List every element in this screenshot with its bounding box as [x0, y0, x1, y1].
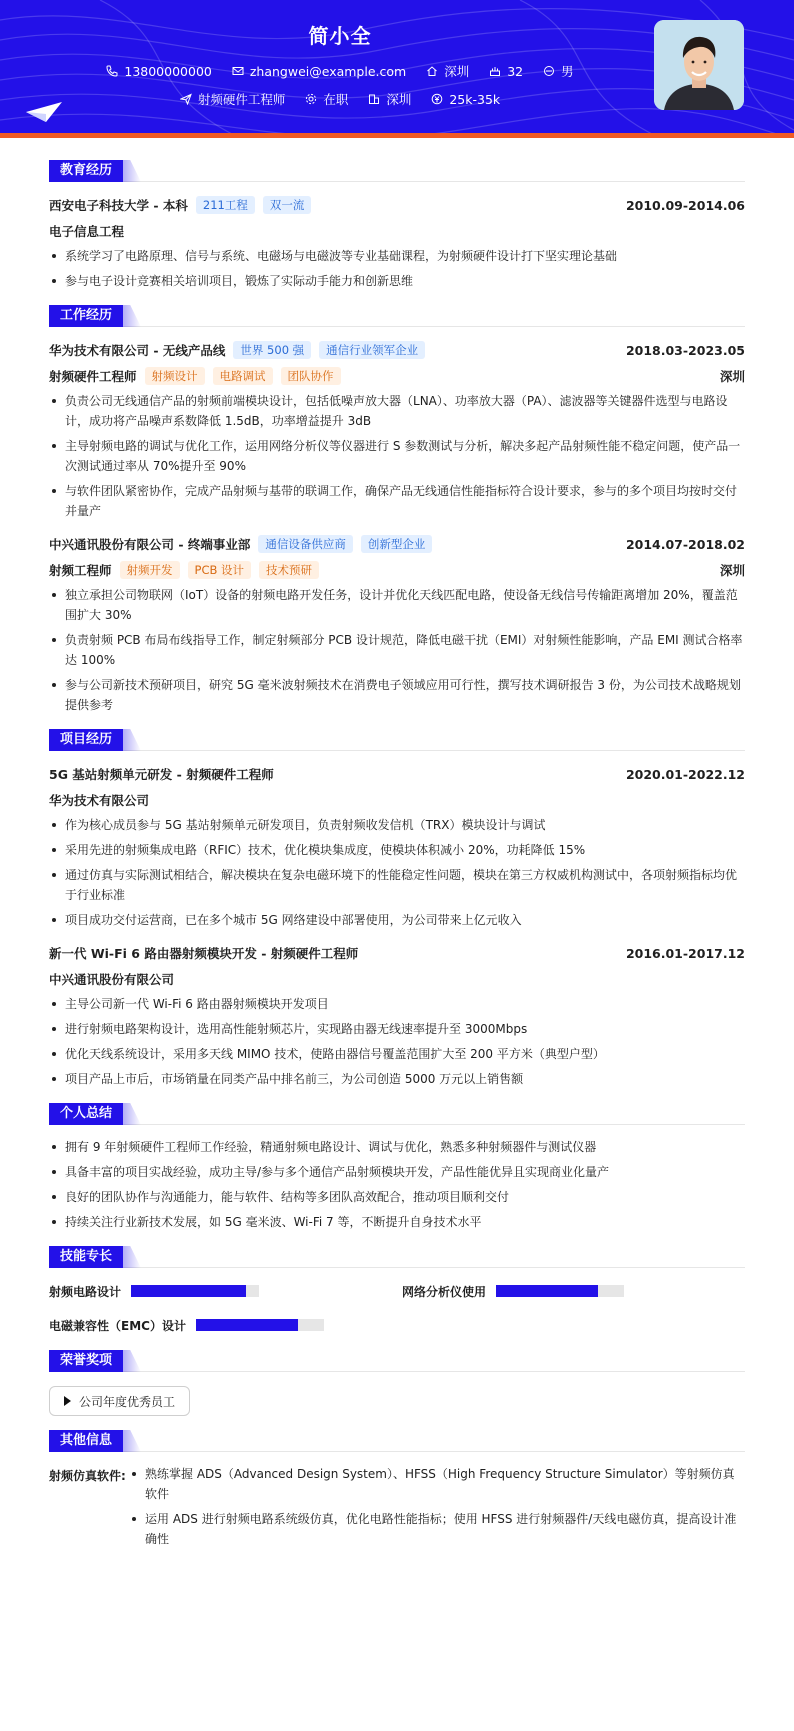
list-item: 优化天线系统设计，采用多天线 MIMO 技术，使路由器信号覆盖范围扩大至 200 平方米（典型户型）	[49, 1044, 745, 1064]
job-info	[180, 90, 286, 108]
education-header-row	[49, 194, 745, 216]
target-city-info	[368, 90, 411, 108]
projects-heading-block	[49, 729, 745, 751]
salary-info	[431, 92, 500, 107]
list-item: 作为核心成员参与 5G 基站射频单元研发项目，负责射频收发信机（TRX）模块设计与调试	[49, 815, 745, 835]
list-item: 通过仿真与实际测试相结合，解决模块在复杂电磁环境下的性能稳定性问题，模块在第三方权威机构测试中，各项射频指标均优于行业标准	[49, 865, 745, 905]
skill-level-bar	[196, 1319, 324, 1331]
company-name: 华为技术有限公司 - 无线产品线	[49, 343, 226, 358]
skills-section	[49, 1246, 745, 1336]
mail-icon	[232, 65, 244, 77]
project-bullets	[49, 994, 745, 1089]
resume-header	[0, 0, 794, 138]
list-item: 熟练掌握 ADS（Advanced Design System）、HFSS（High Frequency Structure Simulator）等射频仿真软件	[129, 1464, 745, 1504]
project-company: 华为技术有限公司	[49, 793, 150, 808]
contact-row-primary	[0, 62, 680, 80]
project-title-group	[49, 765, 274, 783]
gender-value: 男	[561, 64, 574, 79]
summary-section	[49, 1103, 745, 1232]
email-info	[232, 64, 406, 79]
education-entry	[49, 194, 745, 291]
contact-row-secondary	[0, 90, 680, 108]
resume-content	[49, 160, 745, 1568]
work-city: 深圳	[719, 369, 745, 384]
project-entry	[49, 942, 745, 1089]
list-item: 独立承担公司物联网（IoT）设备的射频电路开发任务，设计并优化天线匹配电路，使设备无线信号传输距离增加 20%，覆盖范围扩大 30%	[49, 585, 745, 625]
project-title-group	[49, 944, 358, 962]
project-header-row	[49, 763, 745, 785]
project-bullets	[49, 815, 745, 930]
skill-name: 电磁兼容性（EMC）设计	[49, 1318, 186, 1333]
education-bullets	[49, 246, 745, 291]
project-company: 中兴通讯股份有限公司	[49, 972, 175, 987]
project-company-row	[49, 789, 745, 811]
section-divider	[49, 1451, 745, 1452]
list-item: 主导公司新一代 Wi-Fi 6 路由器射频模块开发项目	[49, 994, 745, 1014]
work-date: 2014.07-2018.02	[625, 536, 745, 552]
list-item: 运用 ADS 进行射频电路系统级仿真，优化电路性能指标；使用 HFSS 进行射频器件/天线电磁仿真，提高设计准确性	[129, 1509, 745, 1549]
work-entry	[49, 339, 745, 521]
list-item: 进行射频电路架构设计，选用高性能射频芯片，实现路由器无线速率提升至 3000Mbps	[49, 1019, 745, 1039]
section-divider	[49, 1124, 745, 1125]
section-divider	[49, 1371, 745, 1372]
list-item: 负责射频 PCB 布局布线指导工作，制定射频部分 PCB 设计规范，降低电磁干扰（EMI）对射频性能影响，产品 EMI 测试合格率达 100%	[49, 630, 745, 670]
status-info	[305, 90, 348, 108]
summary-bullets	[49, 1137, 745, 1232]
age-info	[489, 64, 523, 79]
skill-name: 射频电路设计	[49, 1284, 122, 1299]
school-tag: 211工程	[196, 196, 255, 214]
company-name: 中兴通讯股份有限公司 - 终端事业部	[49, 537, 251, 552]
skill-tag: 电路调试	[213, 367, 273, 385]
home-icon	[426, 65, 438, 77]
section-title: 个人总结	[49, 1103, 123, 1125]
play-triangle-icon	[64, 1396, 71, 1406]
work-role-group	[49, 561, 319, 579]
header-accent-stripe	[0, 133, 794, 138]
phone-info	[106, 64, 211, 79]
section-title: 技能专长	[49, 1246, 123, 1268]
project-title: 5G 基站射频单元研发 - 射频硬件工程师	[49, 767, 274, 782]
salary-value: 25k-35k	[449, 91, 501, 107]
company-tag: 通信行业领军企业	[319, 341, 425, 359]
list-item: 项目产品上市后，市场销量在同类产品中排名前三，为公司创造 5000 万元以上销售额	[49, 1069, 745, 1089]
award-name: 公司年度优秀员工	[79, 1394, 176, 1409]
phone-value: 13800000000	[124, 63, 212, 79]
settings-icon	[305, 93, 317, 105]
list-item: 持续关注行业新技术发展，如 5G 毫米波、Wi-Fi 7 等，不断提升自身技术水平	[49, 1212, 745, 1232]
work-company-group	[49, 535, 432, 553]
section-divider	[49, 181, 745, 182]
section-title: 其他信息	[49, 1430, 123, 1452]
company-tag: 创新型企业	[361, 535, 433, 553]
list-item: 具备丰富的项目实战经验，成功主导/参与多个通信产品射频模块开发，产品性能优异且实现商业化量产	[49, 1162, 745, 1182]
section-divider	[49, 1267, 745, 1268]
skill-item	[49, 1314, 402, 1336]
school-tag: 双一流	[263, 196, 312, 214]
education-school-group	[49, 196, 311, 214]
gender-info	[543, 62, 574, 80]
section-title: 荣誉奖项	[49, 1350, 123, 1372]
company-tag: 世界 500 强	[233, 341, 311, 359]
other-heading-block	[49, 1430, 745, 1452]
awards-heading-block	[49, 1350, 745, 1372]
building-icon	[368, 93, 380, 105]
work-role-row	[49, 559, 745, 581]
list-item: 主导射频电路的调试与优化工作，运用网络分析仪等仪器进行 S 参数测试与分析，解决多起产品射频性能不稳定问题，使产品一次测试通过率从 70%提升至 90%	[49, 436, 745, 476]
work-role-row	[49, 365, 745, 387]
projects-section	[49, 729, 745, 1089]
education-section	[49, 160, 745, 291]
gender-icon	[543, 65, 555, 77]
role-title: 射频硬件工程师	[49, 369, 137, 384]
work-heading-block	[49, 305, 745, 327]
work-entry	[49, 533, 745, 715]
work-section	[49, 305, 745, 715]
section-title: 工作经历	[49, 305, 123, 327]
money-icon	[431, 93, 443, 105]
list-item: 负责公司无线通信产品的射频前端模块设计，包括低噪声放大器（LNA）、功率放大器（PA）、滤波器等关键器件选型与电路设计，成功将产品噪声系数降低 1.5dB，功率增益提升 3dB	[49, 391, 745, 431]
project-entry	[49, 763, 745, 930]
avatar-illustration	[654, 20, 744, 110]
skill-tag: 射频开发	[120, 561, 180, 579]
phone-icon	[106, 65, 118, 77]
major-name: 电子信息工程	[49, 224, 125, 239]
email-value: zhangwei@example.com	[249, 63, 407, 79]
project-date: 2016.01-2017.12	[625, 945, 745, 961]
section-divider	[49, 326, 745, 327]
skill-name: 网络分析仪使用	[402, 1284, 487, 1299]
work-date: 2018.03-2023.05	[625, 342, 745, 358]
list-item: 良好的团队协作与沟通能力，能与软件、结构等多团队高效配合，推动项目顺利交付	[49, 1187, 745, 1207]
skill-level-bar	[131, 1285, 259, 1297]
skill-tag: PCB 设计	[188, 561, 252, 579]
city-info	[426, 62, 469, 80]
work-city: 深圳	[719, 563, 745, 578]
skill-level-fill	[196, 1319, 298, 1331]
project-title: 新一代 Wi-Fi 6 路由器射频模块开发 - 射频硬件工程师	[49, 946, 359, 961]
skill-level-fill	[131, 1285, 246, 1297]
project-header-row	[49, 942, 745, 964]
skills-grid	[49, 1280, 745, 1336]
list-item: 系统学习了电路原理、信号与系统、电磁场与电磁波等专业基础课程，为射频硬件设计打下坚实理论基础	[49, 246, 745, 266]
skill-tag: 射频设计	[145, 367, 205, 385]
avatar	[654, 20, 744, 110]
summary-heading-block	[49, 1103, 745, 1125]
education-date: 2010.09-2014.06	[625, 197, 745, 213]
section-divider	[49, 750, 745, 751]
list-item: 参与电子设计竞赛相关培训项目，锻炼了实际动手能力和创新思维	[49, 271, 745, 291]
school-name: 西安电子科技大学 - 本科	[49, 198, 188, 213]
list-item: 采用先进的射频集成电路（RFIC）技术，优化模块集成度，使模块体积减小 20%，功耗降低 15%	[49, 840, 745, 860]
job-value: 射频硬件工程师	[197, 92, 286, 107]
cake-icon	[489, 65, 501, 77]
age-value: 32	[507, 63, 524, 79]
role-title: 射频工程师	[49, 563, 112, 578]
other-info-label: 射频仿真软件:	[49, 1469, 126, 1483]
skills-heading-block	[49, 1246, 745, 1268]
project-date: 2020.01-2022.12	[625, 766, 745, 782]
work-header-row	[49, 339, 745, 361]
work-bullets	[49, 391, 745, 521]
company-tag: 通信设备供应商	[258, 535, 353, 553]
other-bullets	[129, 1464, 745, 1554]
major	[49, 220, 745, 242]
award-badge	[49, 1386, 190, 1416]
candidate-name: 简小全	[308, 24, 372, 48]
skill-level-fill	[496, 1285, 598, 1297]
work-company-group	[49, 341, 425, 359]
skill-item	[49, 1280, 402, 1302]
other-info-row	[49, 1464, 745, 1554]
paper-plane-logo-icon	[24, 100, 64, 124]
work-header-row	[49, 533, 745, 555]
send-icon	[180, 93, 192, 105]
target-city-value: 深圳	[386, 92, 412, 107]
work-bullets	[49, 585, 745, 715]
list-item: 拥有 9 年射频硬件工程师工作经验，精通射频电路设计、调试与优化，熟悉多种射频器件与测试仪器	[49, 1137, 745, 1157]
section-title: 教育经历	[49, 160, 123, 182]
list-item: 参与公司新技术预研项目，研究 5G 毫米波射频技术在消费电子领域应用可行性，撰写技术调研报告 3 份，为公司技术战略规划提供参考	[49, 675, 745, 715]
other-section	[49, 1430, 745, 1554]
skill-tag: 技术预研	[259, 561, 319, 579]
list-item: 项目成功交付运营商，已在多个城市 5G 网络建设中部署使用，为公司带来上亿元收入	[49, 910, 745, 930]
education-heading-block	[49, 160, 745, 182]
skill-tag: 团队协作	[281, 367, 341, 385]
work-role-group	[49, 367, 341, 385]
skill-level-bar	[496, 1285, 624, 1297]
status-value: 在职	[323, 92, 349, 107]
project-company-row	[49, 968, 745, 990]
list-item: 与软件团队紧密协作，完成产品射频与基带的联调工作，确保产品无线通信性能指标符合设计要求，参与的多个项目均按时交付并量产	[49, 481, 745, 521]
city-value: 深圳	[444, 64, 470, 79]
section-title: 项目经历	[49, 729, 123, 751]
skill-item	[402, 1280, 745, 1302]
awards-section	[49, 1350, 745, 1416]
